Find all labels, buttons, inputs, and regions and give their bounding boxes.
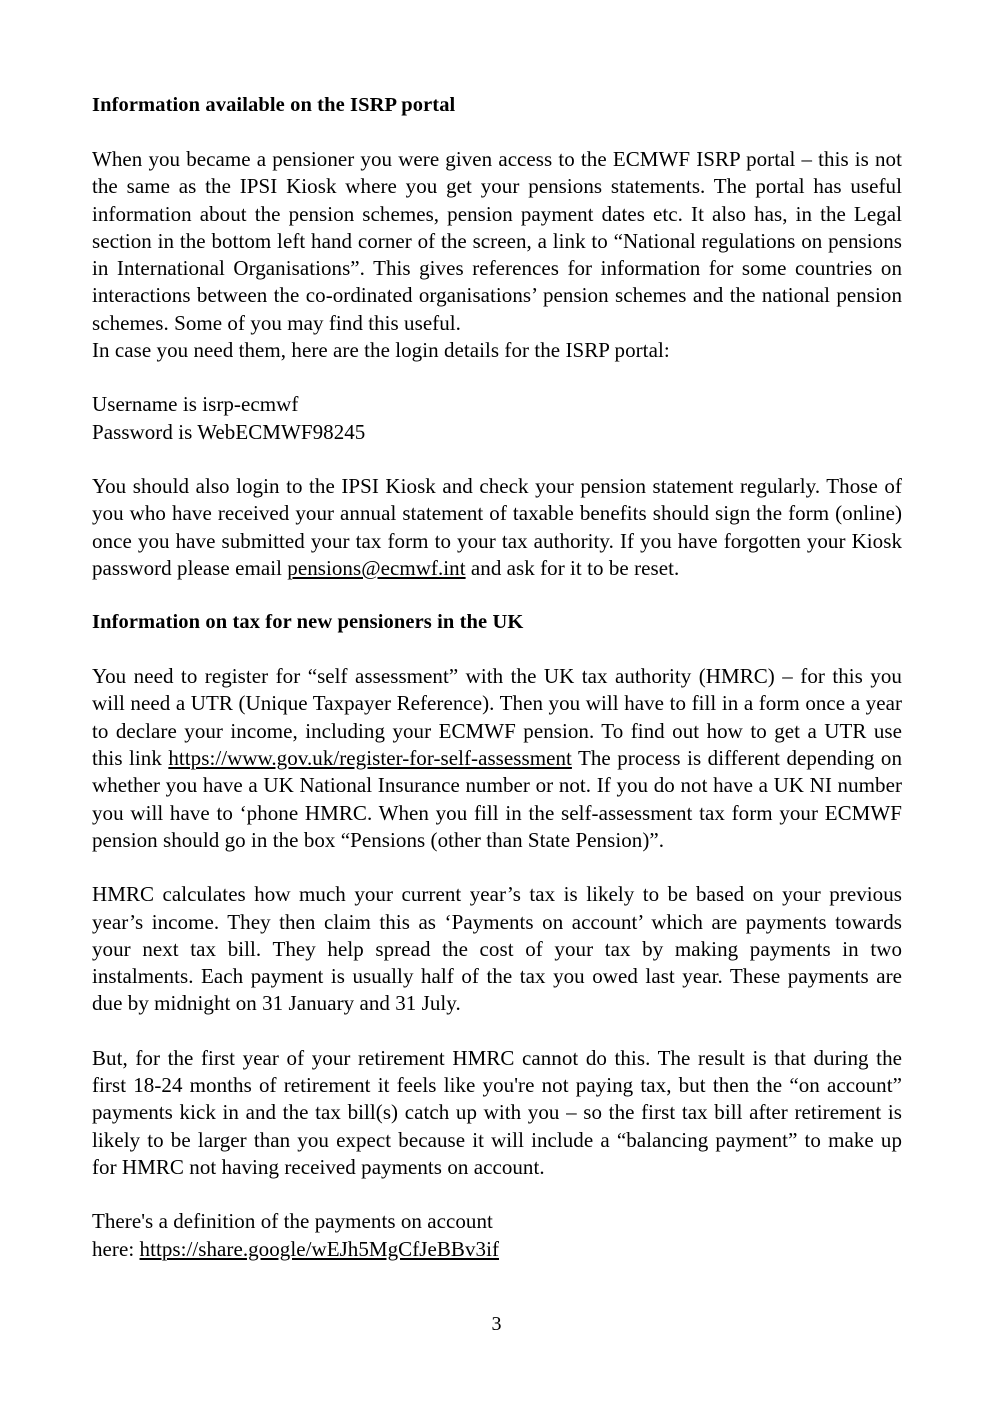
paragraph-spacer	[92, 1018, 902, 1045]
heading-isrp-portal: Information available on the ISRP portal	[92, 94, 456, 116]
paragraph-isrp-login-lead: In case you need them, here are the login details for the ISRP portal:	[92, 338, 670, 363]
credential-username: Username is isrp-ecmwf	[92, 392, 299, 417]
paragraph-self-assessment-text-after-link: The process is different depending on whether you have a UK National Insurance number or not. If you do not have a UK NI number you will have to ‘phone HMRC. When you fill in the self-assessment tax form your ECMWF pension should go in the box “Pensions (other than State Pension)”.	[92, 746, 902, 852]
paragraph-spacer	[92, 446, 902, 473]
paragraph-isrp-intro	[92, 146, 902, 337]
paragraph-definition-line-1: There's a definition of the payments on account	[92, 1209, 493, 1234]
paragraph-self-assessment-text-before-link: You need to register for “self assessment” with the UK tax authority (HMRC) – for this you will need a UTR (Unique Taxpayer Reference). Then you will have to fill in a form once a year to declare your income, including your ECMWF pension. To find out how to get a UTR use this link	[92, 664, 902, 771]
paragraph-spacer	[92, 854, 902, 881]
paragraph-isrp-intro-text: When you became a pensioner you were given access to the ECMWF ISRP portal – this is not the same as the IPSI Kiosk where you get your pensions statements. The portal has useful information about the pension schemes, pension payment dates etc. It also has, in the Legal section in the bottom left hand corner of the screen, a link to “National regulations on pensions in International Organisations”. This gives references for information for some countries on interactions between the co-ordinated organisations’ pension schemes and the national pension schemes. Some of you may find this useful.	[92, 147, 902, 335]
heading-uk-tax: Information on tax for new pensioners in the UK	[92, 611, 524, 634]
credential-password: Password is WebECMWF98245	[92, 419, 366, 444]
paragraph-spacer	[92, 582, 902, 609]
paragraph-spacer	[92, 119, 902, 146]
paragraph-kiosk-text-before-email: You should also login to the IPSI Kiosk and check your pension statement regularly. Those of you who have received your annual statement of taxable benefits should sign the form (online) once you have submitted your tax form to your tax authority. If you have forgotten your Kiosk password please email	[92, 473, 902, 580]
email-link-pensions[interactable]: pensions@ecmwf.int	[287, 555, 466, 580]
paragraph-definition-line-2	[92, 1236, 902, 1263]
paragraph-spacer	[92, 636, 902, 663]
paragraph-first-year-retirement: But, for the first year of your retirement HMRC cannot do this. The result is that during the first 18-24 months of retirement it feels like you're not paying tax, but then the “on account” payments kick in and the tax bill(s) catch up with you – so the first tax bill after retirement is likely to be larger than you expect because it will include a “balancing payment” to make up for HMRC not having received payments on account.	[92, 1045, 902, 1179]
share-google-link[interactable]: https://share.google/wEJh5MgCfJeBBv3if	[139, 1236, 499, 1261]
paragraph-kiosk-text-after-email: and ask for it to be reset.	[465, 555, 680, 580]
paragraph-spacer	[92, 1181, 902, 1208]
paragraph-payments-on-account: HMRC calculates how much your current year’s tax is likely to be based on your previous year’s income. They then claim this as ‘Payments on account’ which are payments towards your next tax bill. They help spread the cost of your tax by making payments in two instalments. Each payment is usually half of the tax you owed last year. These payments are due by midnight on 31 January and 31 July.	[92, 882, 902, 1016]
page-number: 3	[491, 1313, 502, 1335]
document-body	[92, 92, 902, 1263]
gov-uk-self-assessment-link[interactable]: https://www.gov.uk/register-for-self-assessment	[168, 746, 572, 771]
paragraph-definition-prefix: here:	[92, 1236, 140, 1261]
paragraph-kiosk	[92, 473, 902, 582]
paragraph-spacer	[92, 364, 902, 391]
paragraph-self-assessment	[92, 663, 902, 854]
